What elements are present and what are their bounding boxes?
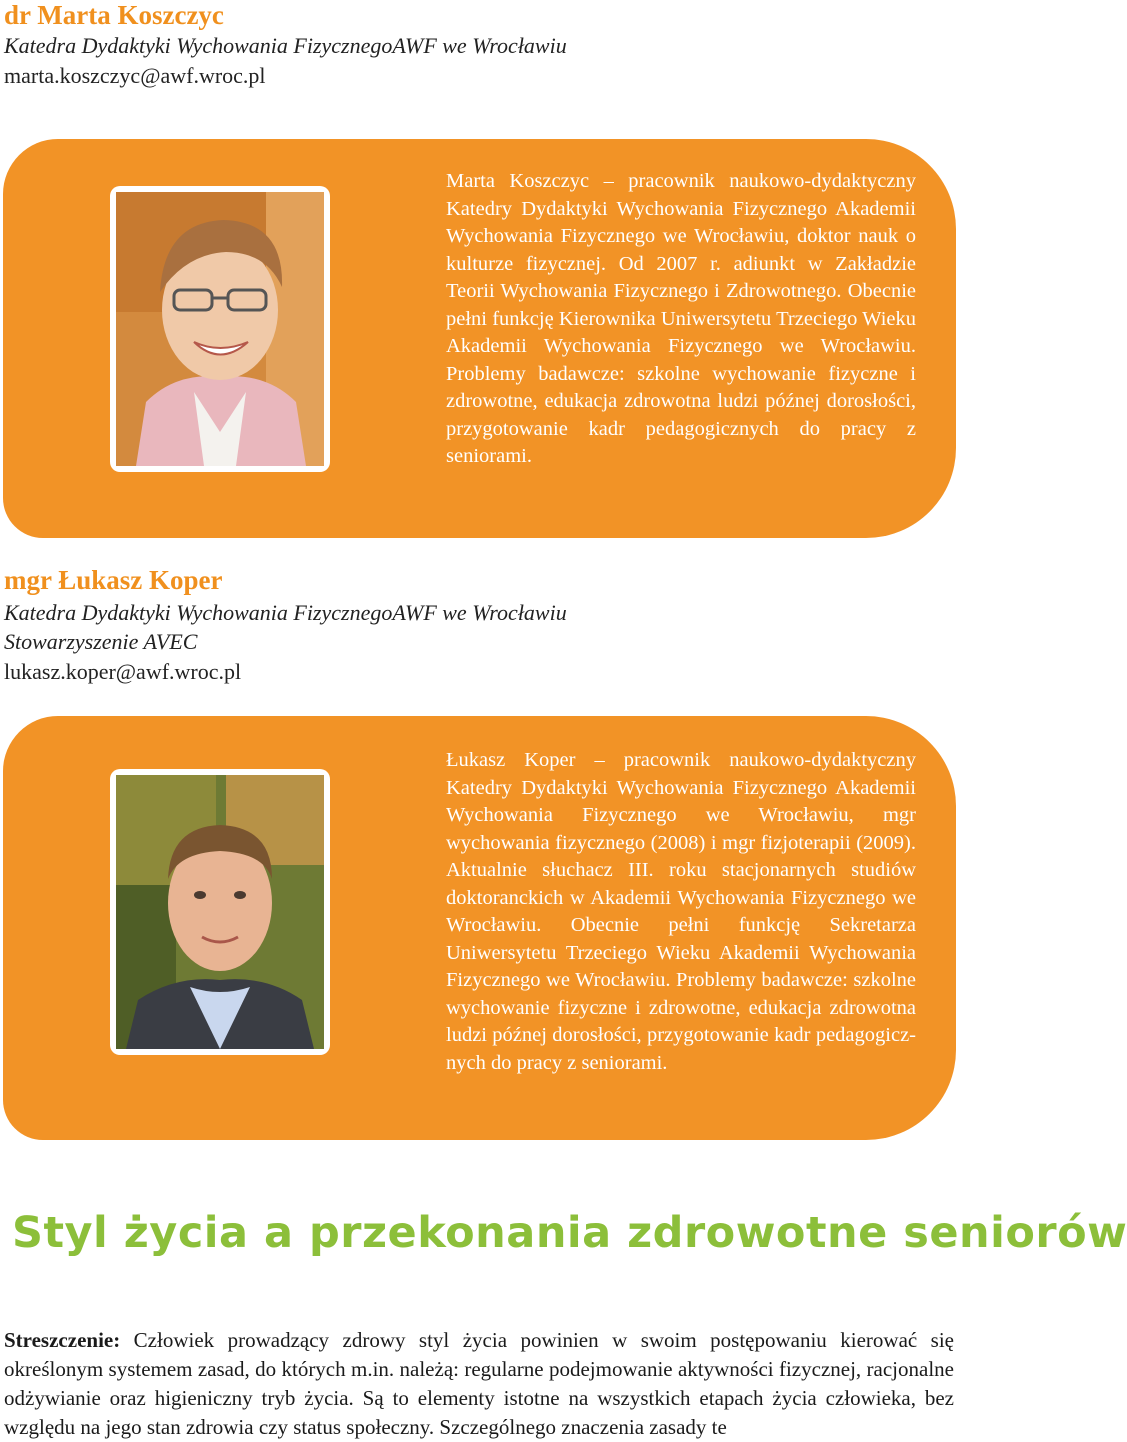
author2-affiliation: Katedra Dydaktyki Wychowania FizycznegoAWF we Wrocławiu [4, 600, 567, 625]
author2-photo [110, 769, 330, 1055]
author2-affiliation-2: Stowarzyszenie AVEC [4, 629, 198, 654]
author1-name: dr Marta Koszczyc [4, 0, 224, 30]
abstract [4, 1326, 954, 1442]
author2-email[interactable]: lukasz.koper@awf.wroc.pl [4, 659, 242, 684]
article-title: Styl życia a przekonania zdrowotne seniorów [12, 1208, 1127, 1258]
abstract-label: Streszczenie: [4, 1328, 121, 1352]
author2-bio-box [3, 716, 956, 1140]
author1-portrait-image [116, 192, 324, 466]
author1-bio-box [3, 139, 956, 538]
author2-bio-text: Łukasz Koper – pracownik naukowo-dydaktyczny Katedry Dydaktyki Wychowania Fizycznego Akademii Wychowania Fizycznego we Wrocławiu, mgr wychowania fizycznego (2008) i mgr fizjoterapii (2009). Aktualnie słuchacz III. roku stacjonarnych studiów doktoranckich w Akademii Wychowania Fizycznego we Wrocławiu. Obecnie pełni funkcję Sekretarza Uniwersytetu Trzeciego Wieku Akademii Wychowania Fizycznego we Wrocławiu. Problemy badawcze: szkolne wychowanie fizyczne i zdrowotne, edukacja zdrowotna ludzi późnej dorosłości, przygotowanie kadr pedagogicznych do pracy z seniorami. [446, 749, 916, 1074]
author1-affiliation: Katedra Dydaktyki Wychowania FizycznegoAWF we Wrocławiu [4, 33, 567, 58]
author1-email[interactable]: marta.koszczyc@awf.wroc.pl [4, 63, 266, 88]
abstract-text: Człowiek prowadzący zdrowy styl życia powinien w swoim postępowaniu kierować się określonym systemem zasad, do których m.in. należą: regularne podejmowanie aktywności fizycznej, racjonalne odżywianie oraz higieniczny tryb życia. Są to elementy istotne na wszystkich etapach życia człowieka, bez względu na jego stan zdrowia czy status społeczny. Szczególnego znaczenia zasady te [4, 1328, 954, 1439]
author1-bio-text: Marta Koszczyc – pracownik naukowo-dydaktyczny Katedry Dydaktyki Wychowania Fizycznego Akademii Wychowania Fizycznego we Wrocławiu, doktor nauk o kulturze fizycznej. Od 2007 r. adiunkt w Zakładzie Teorii Wychowania Fizycznego i Zdrowotnego. Obecnie pełni funkcję Kierownika Uniwersytetu Trzeciego Wieku Akademii Wychowania Fizycznego we Wrocławiu. Problemy badawcze: szkolne wychowanie fizyczne i zdrowotne, edukacja zdrowotna ludzi późnej dorosłości, przygotowanie kadr pedagogicznych do pracy z seniorami. [446, 170, 916, 467]
author2-portrait-image [116, 775, 324, 1049]
author1-photo [110, 186, 330, 472]
author2-name: mgr Łukasz Koper [4, 565, 223, 595]
